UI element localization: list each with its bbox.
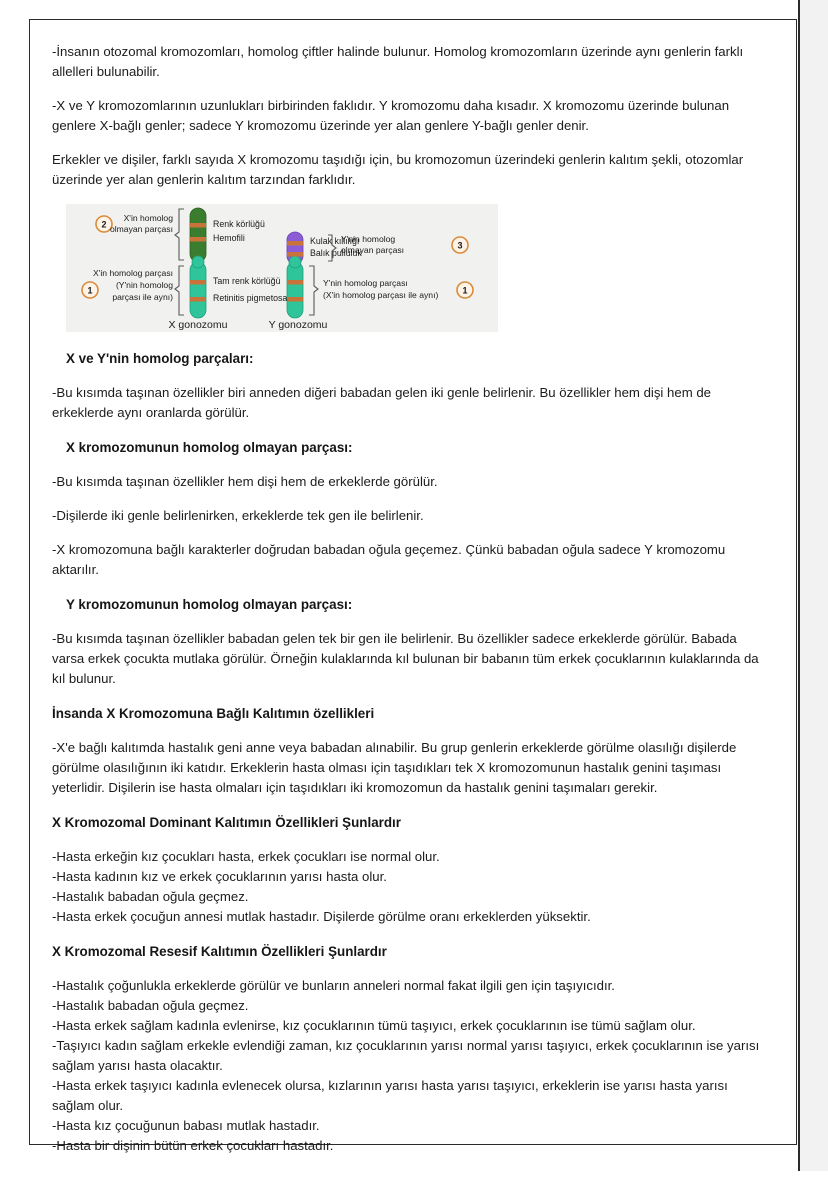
x-band-retinitis: [190, 297, 206, 302]
page-right-gutter: [798, 0, 828, 1171]
label-y-nonhomolog-line2: olmayan parçası: [341, 245, 405, 256]
paragraph-xy-lengths: -X ve Y kromozomlarının uzunlukları birbirinden faklıdır. Y kromozomu daha kısadır. X kromozomu üzerinde bulunan genlere X-bağlı genler; sadece Y kromozomu üzerinde yer alan genlere Y-bağlı genler denir.: [52, 98, 730, 134]
figure-callout-1-right: [457, 282, 473, 298]
gonosome-diagram-figure: [66, 204, 498, 332]
paragraph-x-nonhomolog-3: -X kromozomuna bağlı karakterler doğrudan babadan oğula geçemez. Çünkü babadan oğula sadece Y kromozomu aktarılır.: [52, 542, 726, 578]
label-x-homolog-line2: (Y'nin homolog: [115, 280, 173, 291]
heading-x-linked-inheritance: İnsanda X Kromozomuna Bağlı Kalıtımın özellikleri: [52, 706, 375, 722]
label-x-nonhomolog-line2: olmayan parçası: [109, 224, 173, 235]
list-item: -Hasta bir dişinin bütün erkek çocukları hastadır.: [52, 1138, 334, 1154]
y-band-lower-1: [287, 280, 303, 285]
list-item: -Hasta erkeğin kız çocukları hasta, erkek çocukları ise normal olur.: [52, 848, 440, 864]
heading-y-nonhomolog-part: Y kromozomunun homolog olmayan parçası:: [66, 597, 353, 613]
document-content: [30, 20, 796, 1181]
caption-y-gonozomu: Y gonozomu: [268, 319, 328, 332]
y-band-lower-2: [287, 297, 303, 302]
paragraph-inheritance-difference: Erkekler ve dişiler, farklı sayıda X kromozomu taşıdığı için, bu kromozomun üzerindeki genlerin kalıtım şekli, otozomlar üzerinde yer alan genlerin kalıtım tarzından farklıdır.: [52, 152, 744, 188]
list-item: -Hasta kız çocuğunun babası mutlak hastadır.: [52, 1118, 320, 1134]
list-item: -Hastalık babadan oğula geçmez.: [52, 998, 249, 1014]
label-x-nonhomolog-line1: X'in homolog: [123, 213, 173, 224]
list-item: -Hasta erkek sağlam kadınla evlenirse, kız çocuklarının tümü taşıyıcı, erkek çocuklarının ise tümü sağlam olur.: [52, 1018, 696, 1034]
y-centromere: [289, 256, 301, 268]
list-item: -Hasta erkek çocuğun annesi mutlak hastadır. Dişilerde görülme oranı erkeklerden yüksektir.: [52, 909, 591, 925]
figure-callout-3: [452, 237, 468, 253]
x-centromere: [192, 256, 204, 268]
gene-label-tam-renk-korlugu: Tam renk körlüğü: [213, 276, 281, 287]
heading-x-recessive: X Kromozomal Resesif Kalıtımın Özellikleri Şunlardır: [52, 944, 387, 960]
list-item: -Hastalık babadan oğula geçmez.: [52, 889, 249, 905]
x-upper-arm: [190, 208, 206, 262]
label-x-homolog-line3: parçası ile aynı): [112, 292, 173, 303]
x-band-hemofili: [190, 237, 206, 242]
gene-label-hemofili: Hemofili: [213, 233, 245, 244]
list-item: -Hasta erkek taşıyıcı kadınla evlenecek olursa, kızlarının yarısı hasta yarısı taşıyıcı, erkeklerin ise yarısı hasta yarısı sağlam olur.: [52, 1078, 728, 1114]
list-item: -Hastalık çoğunlukla erkeklerde görülür ve bunların anneleri normal fakat ilgili gen için taşıyıcıdır.: [52, 977, 615, 993]
x-chromosome: [190, 208, 206, 318]
list-x-recessive: [52, 976, 772, 1157]
paragraph-xy-homolog-1: -Bu kısımda taşınan özellikler biri anneden diğeri babadan gelen iki genle belirlenir. Bu özellikler hem dişi hem de erkeklerde aynı oranlarda görülür.: [52, 385, 712, 421]
label-y-nonhomolog-line1: Y'nin homolog: [341, 234, 396, 245]
heading-xy-homolog-parts: X ve Y'nin homolog parçaları:: [66, 351, 254, 367]
gene-label-retinitis-pigmetosa: Retinitis pigmetosa: [213, 293, 288, 304]
x-band-tam-renk-korlugu: [190, 280, 206, 285]
paragraph-x-linked-1: -X'e bağlı kalıtımda hastalık geni anne veya babadan alınabilir. Bu grup genlerin erkeklerde görülme olasılığı dişilerde görülme olasılığının iki katıdır. Erkeklerin hasta olması için taşıdıkları tek X kromozomunun hastalık genini taşıması yeterlidir. Dişilerin ise hasta olmaları için taşıdıkları iki kromozomun da hastalık genini taşımaları gerekir.: [52, 740, 737, 796]
paragraph-autosomal-chromosomes: -İnsanın otozomal kromozomları, homolog çiftler halinde bulunur. Homolog kromozomların üzerinde aynı genlerin farklı allelleri bulunabilir.: [52, 44, 744, 80]
list-item: -Hasta kadının kız ve erkek çocuklarının yarısı hasta olur.: [52, 869, 387, 885]
label-y-homolog-line2: (X'in homolog parçası ile aynı): [323, 290, 439, 301]
label-y-homolog-line1: Y'nin homolog parçası: [323, 278, 408, 289]
x-lower-arm: [190, 262, 206, 318]
paragraph-x-nonhomolog-2: -Dişilerde iki genle belirlenirken, erkeklerde tek gen ile belirlenir.: [52, 508, 424, 524]
figure-callout-1-left: [82, 282, 98, 298]
y-band-kulak-killiligi: [287, 241, 303, 246]
gene-label-renk-korlugu: Renk körlüğü: [213, 219, 265, 230]
x-band-renk-korlugu: [190, 223, 206, 228]
paragraph-x-nonhomolog-1: -Bu kısımda taşınan özellikler hem dişi hem de erkeklerde görülür.: [52, 474, 438, 490]
y-band-balik-pulluluk: [287, 252, 303, 257]
document-page: [29, 19, 797, 1154]
gene-label-balik-pulluluk: Balık pulluluk: [310, 248, 362, 259]
list-item: -Taşıyıcı kadın sağlam erkekle evlendiği zaman, kız çocuklarının yarısı normal yarısı taşıyıcı, erkek çocuklarının ise yarısı sağlam yarısı hasta olacaktır.: [52, 1038, 760, 1074]
paragraph-y-nonhomolog-1: -Bu kısımda taşınan özellikler babadan gelen tek bir gen ile belirlenir. Bu özellikler sadece erkeklerde görülür. Babada varsa erkek çocukta mutlaka görülür. Örneğin kulaklarında kıl bulunan bir babanın tüm erkek çocuklarının kulaklarında da kıl bulunur.: [52, 631, 759, 687]
y-chromosome: [287, 232, 303, 318]
gonosome-diagram-svg: [66, 204, 498, 332]
callout-3-number: 3: [457, 240, 463, 251]
y-lower-arm: [287, 262, 303, 318]
callout-1-right-number: 1: [462, 285, 468, 296]
heading-x-dominant: X Kromozomal Dominant Kalıtımın Özellikleri Şunlardır: [52, 815, 401, 831]
label-x-homolog-line1: X'in homolog parçası: [93, 268, 173, 279]
callout-2-number: 2: [101, 219, 107, 230]
callout-1-left-number: 1: [87, 285, 93, 296]
gene-label-kulak-killiligi: Kulak kıllılığı: [310, 236, 360, 247]
heading-x-nonhomolog-part: X kromozomunun homolog olmayan parçası:: [66, 440, 353, 456]
list-x-dominant: [52, 847, 772, 927]
caption-x-gonozomu: X gonozomu: [168, 319, 228, 332]
